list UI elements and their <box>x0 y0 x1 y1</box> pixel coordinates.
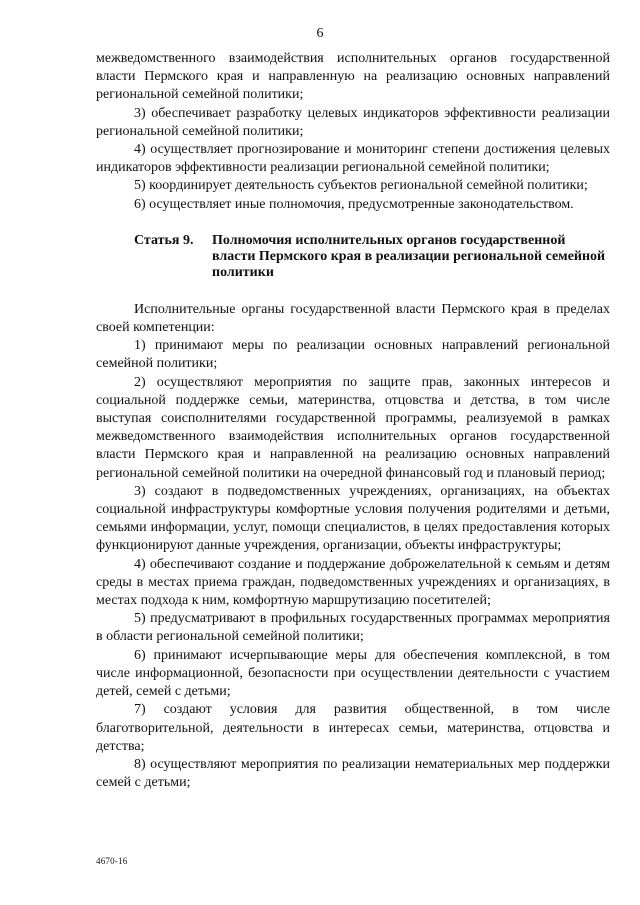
document-code: 4670-16 <box>96 856 128 866</box>
list-item: 7) создают условия для развития общественной, в том числе благотворительной, деятельности в интересах семьи, материнства, отцовства и детства; <box>96 702 610 754</box>
list-item: 5) координирует деятельность субъектов региональной семейной политики; <box>134 178 588 194</box>
list-item: 3) обеспечивает разработку целевых индикаторов эффективности реализации региональной семейной политики; <box>96 105 610 139</box>
list-item: 6) осуществляет иные полномочия, предусмотренные законодательством. <box>134 196 574 212</box>
list-item: 2) осуществляют мероприятия по защите прав, законных интересов и социальной поддержке семьи, материнства, отцовства и детства, в том числе выступая соисполнителями государственной программы, реализуемой в рамках межведомственного взаимодействия исполнительных органов государственной власти Пермского края и направленной на реализацию основных направлений региональной семейной политики на очередной финансовый год и плановый период; <box>96 374 610 481</box>
list-item: 3) создают в подведомственных учреждениях, организациях, на объектах социальной инфраструктуры комфортные условия получения родителями и детьми, семьями информации, услуг, помощи специалистов, в целях предоставления которых функционируют данные учреждения, организации, объекты инфраструктуры; <box>96 483 610 554</box>
page-number: 6 <box>316 26 324 41</box>
article-title: Полномочия исполнительных органов государственной власти Пермского края в реализации региональной семейной политики <box>212 232 606 280</box>
list-item: 6) принимают исчерпывающие меры для обеспечения комплексной, в том числе информационной, безопасности при осуществлении деятельности с участием детей, семей с детьми; <box>96 647 610 700</box>
document-body <box>96 50 610 792</box>
article-heading <box>96 233 610 281</box>
list-item: 8) осуществляют мероприятия по реализации нематериальных мер поддержки семей с детьми; <box>96 756 610 791</box>
article-number: Статья 9. <box>134 232 194 248</box>
list-item: 1) принимают меры по реализации основных направлений региональной семейной политики; <box>96 338 610 372</box>
continuation-paragraph: межведомственного взаимодействия исполнительных органов государственной власти Пермского края и направленную на реализацию основных направлений региональной семейной политики; <box>96 51 610 103</box>
list-item: 4) обеспечивают создание и поддержание доброжелательной к семьям и детям среды в местах приема граждан, подведомственных учреждениях и организациях, в местах подхода к ним, комфортную маршрутизацию посетителей; <box>96 556 610 609</box>
list-item: 5) предусматривают в профильных государственных программах мероприятия в области региональной семейной политики; <box>96 611 610 645</box>
intro-paragraph: Исполнительные органы государственной власти Пермского края в пределах своей компетенции: <box>96 301 610 336</box>
list-item: 4) осуществляет прогнозирование и мониторинг степени достижения целевых индикаторов эффективности реализации региональной семейной политики; <box>96 142 610 176</box>
